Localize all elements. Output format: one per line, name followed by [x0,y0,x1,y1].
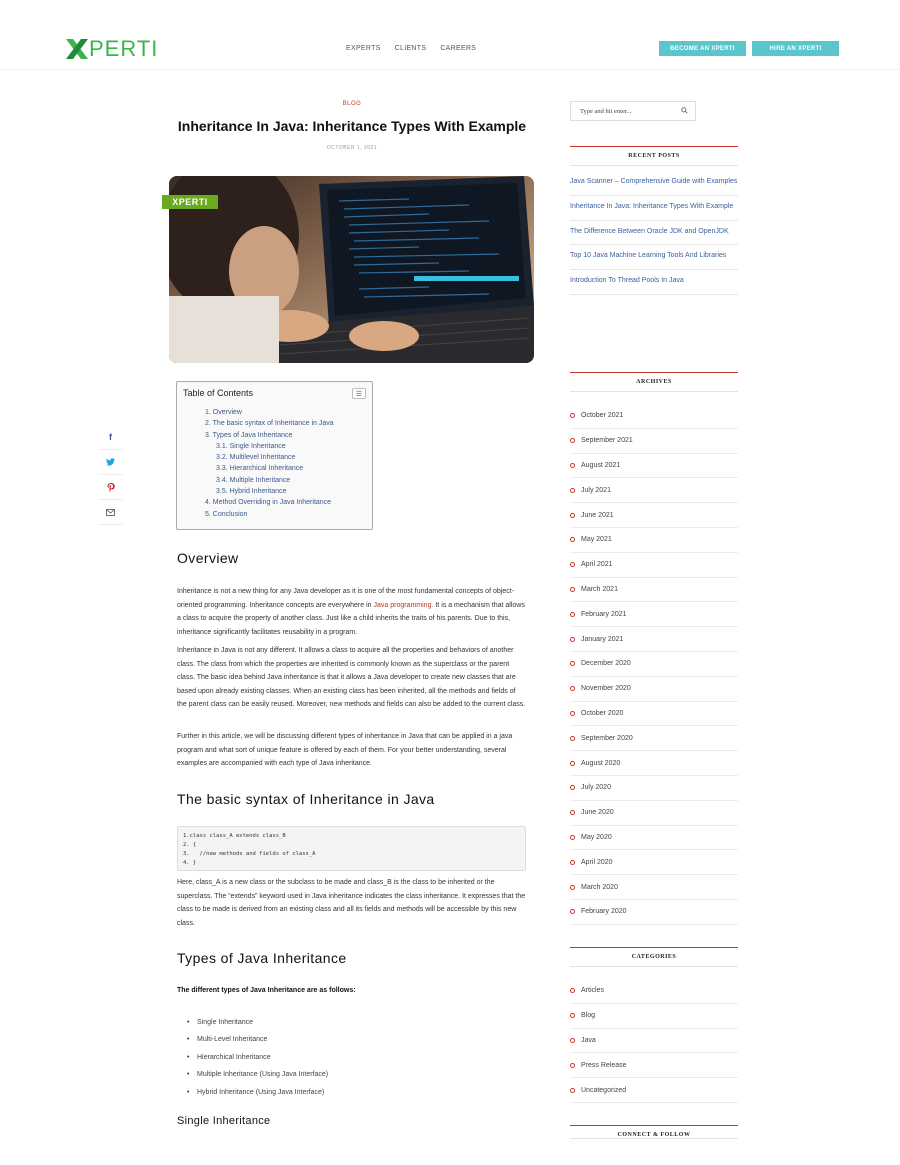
p1-text-after: . It is a mechanism that allows a class to acquire the property of another class. Just like a child inherits the traits of his parents. Due to this, inheritance significantly facilitates reusability in a program. [177,601,525,636]
types-intro: The different types of Java Inheritance are as follows: [177,987,356,994]
archive-link[interactable]: January 2021 [570,627,738,652]
archive-link[interactable]: June 2021 [570,503,738,528]
pinterest-icon[interactable] [98,475,123,500]
archive-link[interactable]: December 2020 [570,652,738,677]
mail-icon[interactable] [98,500,123,525]
overview-paragraph-1 [177,585,527,639]
twitter-icon[interactable] [98,450,123,475]
archive-link[interactable]: February 2020 [570,900,738,925]
overview-heading: Overview [177,550,239,566]
toc-item[interactable]: 4. Method Overriding in Java Inheritance [205,499,332,507]
site-logo[interactable] [66,38,158,60]
toc-item[interactable]: 3. Types of Java Inheritance [205,431,293,439]
toc-title: Table of Contents [183,388,254,398]
archive-link[interactable]: September 2020 [570,726,738,751]
archive-link[interactable]: August 2020 [570,751,738,776]
category-link[interactable]: Java [570,1029,738,1054]
become-xperti-button[interactable]: BECOME AN XPERTI [659,41,746,56]
archive-link[interactable]: October 2020 [570,702,738,727]
list-item: • Single Inheritance [187,1014,328,1031]
archive-link[interactable]: July 2020 [570,776,738,801]
toc-item[interactable]: 3.5. Hybrid Inheritance [216,488,287,496]
archive-link[interactable]: June 2020 [570,801,738,826]
categories-list [570,979,738,1103]
overview-paragraph-2: Inheritance in Java is not any different. It allows a class to acquire all the properties and behaviors of another class. The class from which the properties are inherited is commonly known as the superclass or the parent class. The basic idea behind Java inheritance is that it allows a Java developer to create new classes that are based upon already existing classes. When an existing class has been inherited, all the methods and fields of the parent class can be easily reused. Moreover, new methods and fields can also be added to the current class. [177,647,526,708]
archive-link[interactable]: May 2021 [570,528,738,553]
social-share-bar [98,425,123,525]
sidebar-search[interactable] [570,101,696,121]
archives-list [570,404,738,925]
list-item: • Multi-Level Inheritance [187,1031,328,1048]
toc-list [205,407,334,520]
archives-title: ARCHIVES [570,372,738,392]
hire-xperti-button[interactable]: HIRE AN XPERTI [752,41,839,56]
nav-experts[interactable]: EXPERTS [346,45,381,52]
hero-image [169,176,534,363]
list-item: • Multiple Inheritance (Using Java Interface) [187,1066,328,1083]
post-title: Inheritance In Java: Inheritance Types With Example [177,118,527,134]
toc-item[interactable]: 3.4. Multiple Inheritance [216,476,291,484]
archive-link[interactable]: November 2020 [570,677,738,702]
toc-item[interactable]: 5. Conclusion [205,510,248,518]
toc-toggle-icon[interactable]: ☰ [352,388,366,399]
archive-link[interactable]: September 2021 [570,429,738,454]
types-heading: Types of Java Inheritance [177,950,347,966]
post-date: OCTOBER 1, 2021 [326,145,378,151]
code-block: 1.class class_A extends class_B 2. { 3. //new methods and fields of class_A 4. } [177,826,526,871]
recent-post-link[interactable]: Introduction To Thread Pools In Java [570,270,738,295]
main-nav [346,45,476,52]
single-inheritance-heading: Single Inheritance [177,1115,271,1127]
p1-text-before: Inheritance is not a new thing for any Java developer as it is one of the most fundamental concepts of object-oriented programming. Inheritance concepts are everywhere in [177,588,514,609]
archive-link[interactable]: October 2021 [570,404,738,429]
category-link[interactable]: Articles [570,979,738,1004]
recent-posts-list [570,171,738,295]
archive-link[interactable]: March 2021 [570,578,738,603]
recent-posts-title: RECENT POSTS [570,146,738,166]
category-link[interactable]: Press Release [570,1053,738,1078]
site-header [0,0,900,70]
recent-post-link[interactable]: Top 10 Java Machine Learning Tools And Libraries [570,245,738,270]
toc-item[interactable]: 2. The basic syntax of Inheritance in Java [205,420,334,428]
hero-badge [162,195,218,209]
recent-post-link[interactable]: Inheritance In Java: Inheritance Types With Example [570,196,738,221]
hero-badge-text: XPERTI [172,197,208,207]
post-category[interactable]: BLOG [342,101,362,107]
syntax-heading: The basic syntax of Inheritance in Java [177,791,435,807]
archive-link[interactable]: April 2020 [570,850,738,875]
logo-x-icon [66,39,88,59]
recent-post-link[interactable]: The Difference Between Oracle JDK and OpenJDK [570,221,738,246]
hero-illustration [169,176,534,363]
category-link[interactable]: Uncategorized [570,1078,738,1103]
nav-clients[interactable]: CLIENTS [394,45,427,52]
facebook-icon[interactable]: f [98,425,123,450]
nav-careers[interactable]: CAREERS [440,45,477,52]
category-link[interactable]: Blog [570,1004,738,1029]
types-list [187,1014,328,1101]
archive-link[interactable]: July 2021 [570,478,738,503]
archive-link[interactable]: May 2020 [570,826,738,851]
archive-link[interactable]: March 2020 [570,875,738,900]
toc-item[interactable]: 3.3. Hierarchical Inheritance [216,465,304,473]
list-item: • Hierarchical Inheritance [187,1049,328,1066]
overview-paragraph-3: Further in this article, we will be discussing different types of inheritance in Java that can be applied in a java program and what sort of unique feature is offered by each of them. For your better understanding, several examples are accompanied with each type of Java inheritance. [177,733,513,767]
archive-link[interactable]: February 2021 [570,602,738,627]
search-icon[interactable] [681,107,695,116]
toc-item[interactable]: 1. Overview [205,409,242,416]
archive-link[interactable]: August 2021 [570,454,738,479]
toc-item[interactable]: 3.1. Single Inheritance [216,442,286,450]
connect-follow-title: CONNECT & FOLLOW [570,1125,738,1139]
table-of-contents [176,381,373,530]
java-programming-link[interactable]: Java programming [373,601,432,609]
archive-link[interactable]: April 2021 [570,553,738,578]
recent-post-link[interactable]: Java Scanner – Comprehensive Guide with Examples [570,171,738,196]
list-item: • Hybrid Inheritance (Using Java Interface) [187,1084,328,1101]
search-input[interactable]: Type and hit enter... [580,107,632,115]
syntax-paragraph: Here, class_A is a new class or the subclass to be made and class_B is the class to be inherited or the superclass. The “extends” keyword used in Java inheritance indicates the class inheritance. It expresses that the class to be made is derived from an existing class and all its fields and methods will be accessible by this new class. [177,879,526,927]
toc-item[interactable]: 3.2. Multilevel Inheritance [216,454,296,462]
categories-title: CATEGORIES [570,947,738,967]
logo-text: PERTI [89,36,159,61]
